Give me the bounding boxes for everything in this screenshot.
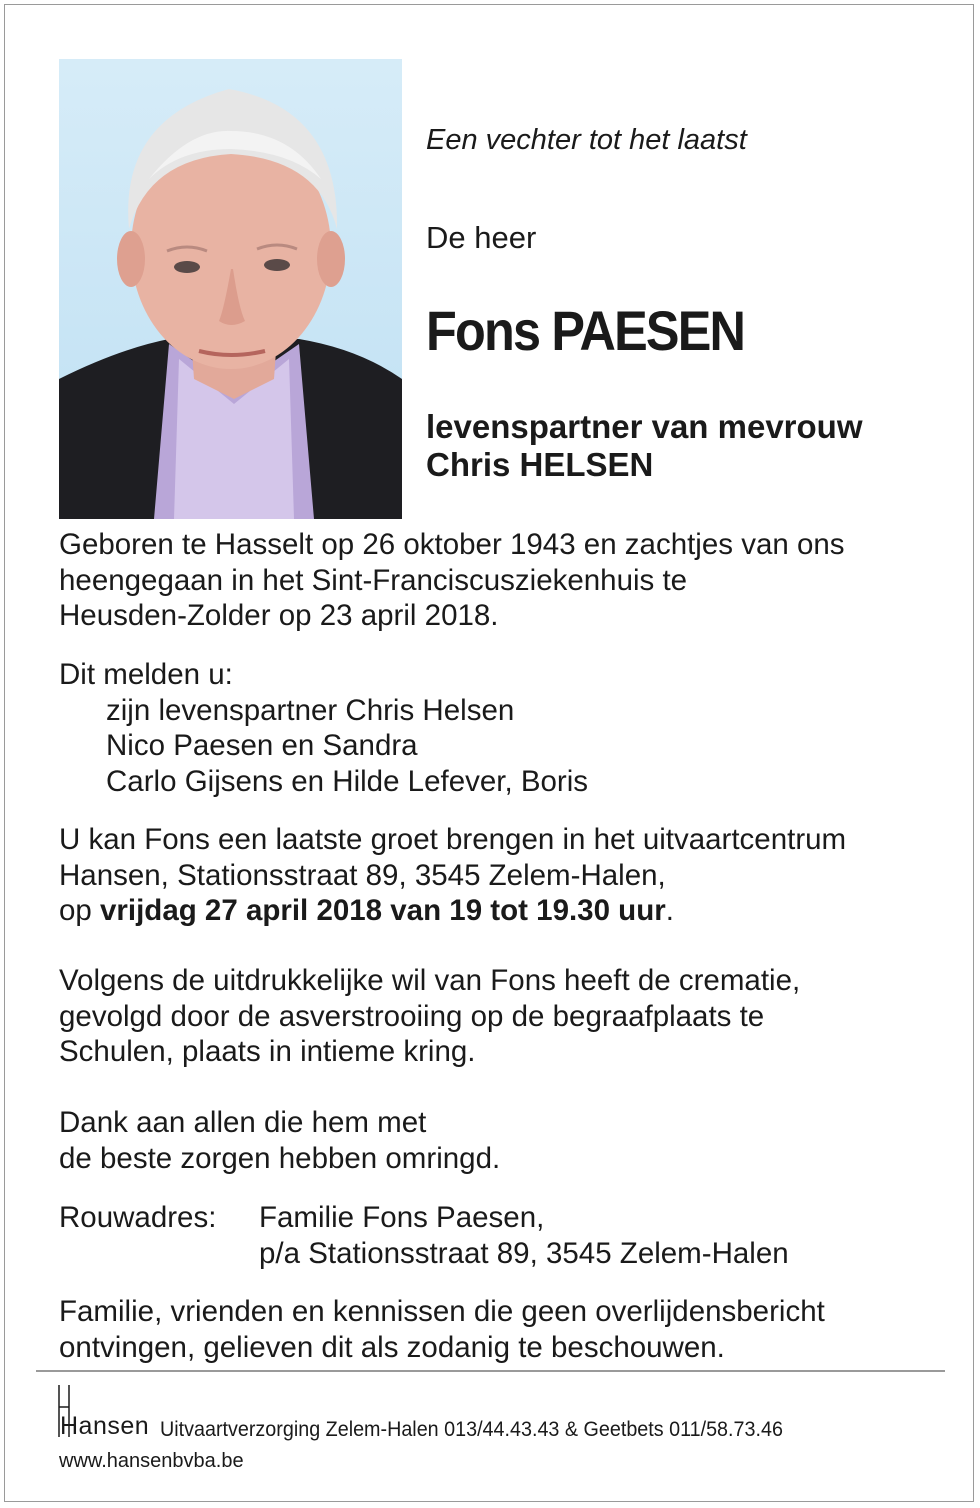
portrait-photo [59,59,402,519]
farewell-datetime: vrijdag 27 april 2018 van 19 tot 19.30 uur [100,894,666,927]
thanks-line: de beste zorgen hebben omringd. [59,1141,501,1175]
farewell-line: Hansen, Stationsstraat 89, 3545 Zelem-Halen, [59,858,666,892]
farewell-line: U kan Fons een laatste groet brengen in het uitvaartcentrum [59,823,847,856]
farewell-suffix: . [665,894,674,927]
birth-line: heengegaan in het Sint-Franciscusziekenhuis te [59,563,688,597]
partner-name: Chris HELSEN [426,446,654,483]
announcers-paragraph [59,657,588,799]
hansen-logo [56,1385,156,1445]
cremation-line: Volgens de uitdrukkelijke wil van Fons heeft de crematie, [59,964,801,997]
farewell-paragraph [59,822,846,929]
thanks-paragraph [59,1105,500,1176]
birth-line: Geboren te Hasselt op 26 oktober 1943 en zachtjes van ons [59,528,845,561]
announcer-name: Carlo Gijsens en Hilde Lefever, Boris [106,764,589,798]
birth-line: Heusden-Zolder op 23 april 2018. [59,599,499,632]
website-link[interactable]: www.hansenbvba.be [59,1450,244,1472]
cremation-paragraph [59,963,800,1070]
cremation-line: Schulen, plaats in intieme kring. [59,1035,476,1068]
footer-divider [36,1370,945,1372]
address-lines [259,1200,789,1271]
funeral-home-info: Uitvaartverzorging Zelem-Halen 013/44.43.43 & Geetbets 011/58.73.46 [160,1418,783,1441]
deceased-name: Fons PAESEN [426,299,745,362]
announcer-name: Nico Paesen en Sandra [106,729,418,762]
motto: Een vechter tot het laatst [426,124,747,156]
thanks-line: Dank aan allen die hem met [59,1106,427,1139]
announcer-name: zijn levenspartner Chris Helsen [106,693,515,727]
partner-line: levenspartner van mevrouw [426,408,863,445]
closing-line: Familie, vrienden en kennissen die geen overlijdensbericht [59,1295,825,1328]
partner-info [426,408,863,484]
closing-paragraph [59,1294,825,1365]
birth-paragraph [59,527,845,634]
farewell-datetime-line [59,893,846,929]
announcers-intro: Dit melden u: [59,658,233,691]
address-label: Rouwadres: [59,1201,217,1234]
farewell-prefix: op [59,894,101,927]
address-line: p/a Stationsstraat 89, 3545 Zelem-Halen [259,1236,789,1270]
logo-wordmark: Hansen [60,1412,150,1440]
address-line: Familie Fons Paesen, [259,1201,545,1234]
closing-line: ontvingen, gelieven dit als zodanig te beschouwen. [59,1330,725,1364]
cremation-line: gevolgd door de asverstrooiing op de begraafplaats te [59,999,765,1033]
honorific: De heer [426,220,537,255]
